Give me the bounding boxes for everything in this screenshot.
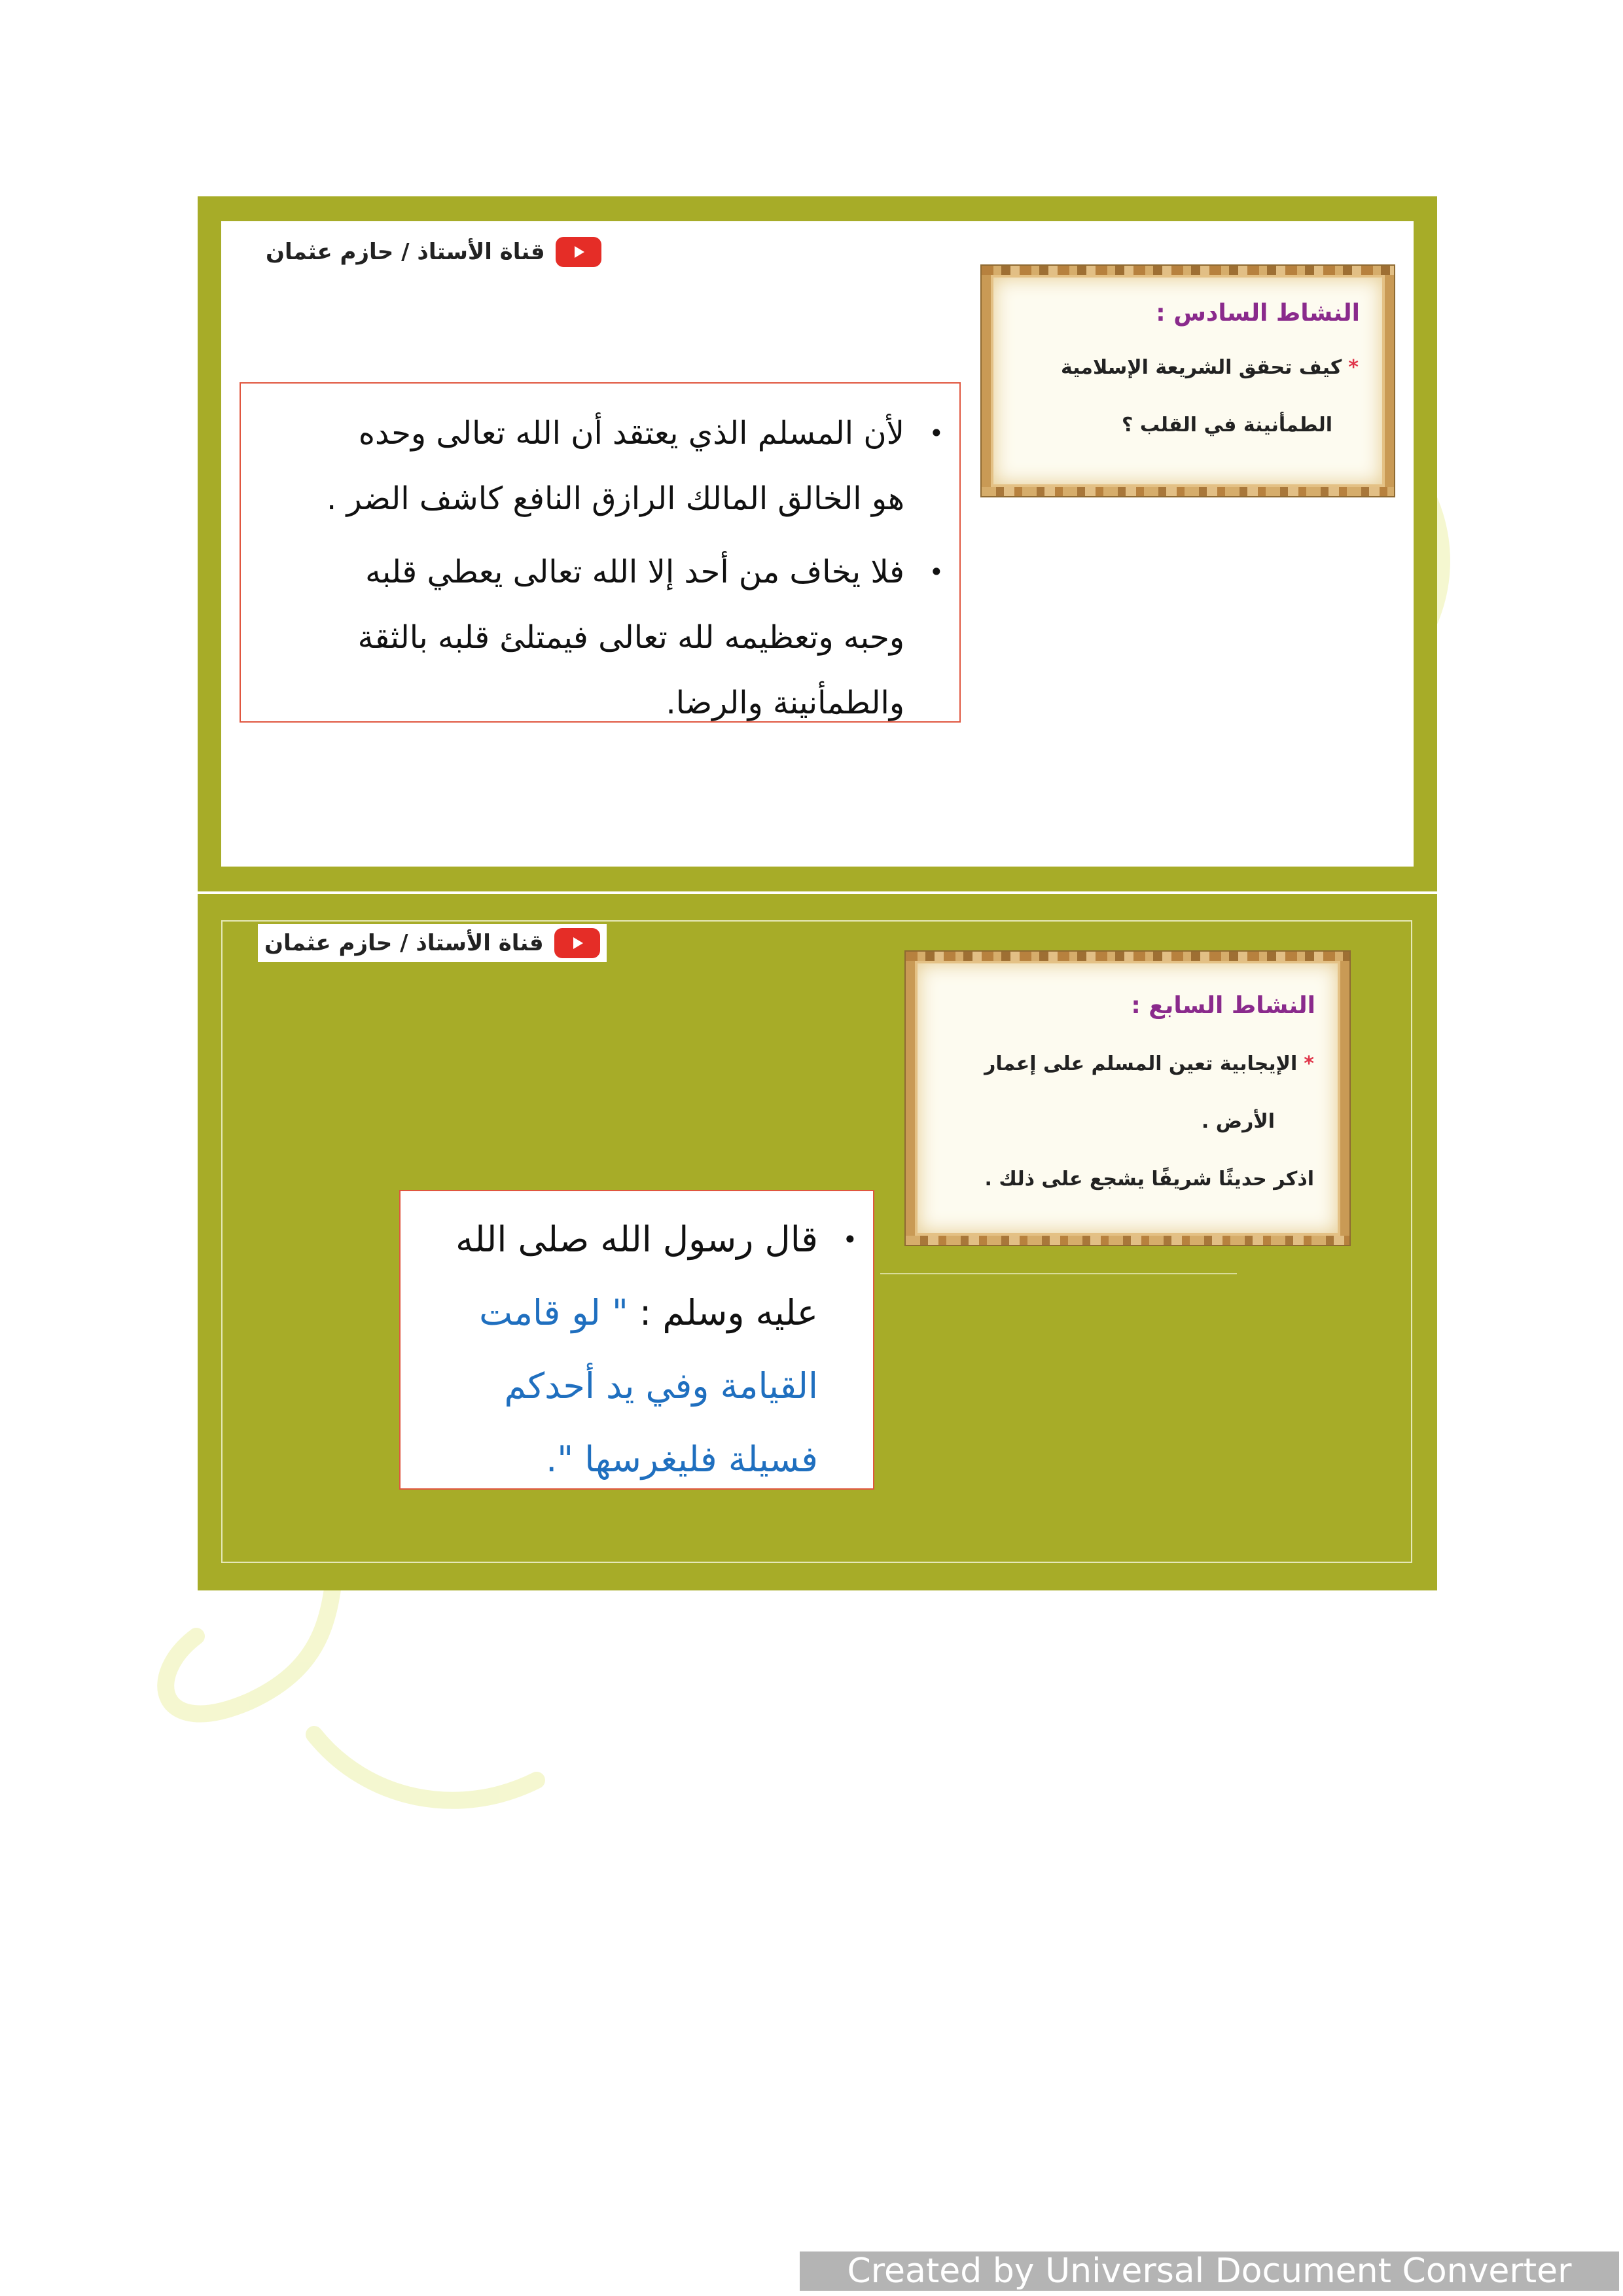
answer-item: [260, 401, 944, 539]
star-icon: *: [1348, 356, 1359, 379]
star-icon: *: [1304, 1052, 1314, 1075]
activity-card: [982, 266, 1394, 496]
answer-box: [240, 382, 961, 723]
activity-question-line: *الإيجابية تعين المسلم على إعمار: [984, 1052, 1314, 1075]
answer-line: لأن المسلم الذي يعتقد أن الله تعالى وحده: [358, 415, 904, 452]
channel-label: قناة الأستاذ / حازم عثمان: [264, 930, 544, 956]
channel-badge[interactable]: [258, 924, 607, 962]
activity-question-line: الطمأنينة في القلب ؟: [1122, 414, 1332, 437]
answer-line: عليه وسلم : " لو قامت: [479, 1292, 818, 1333]
answer-line: هو الخالق المالك الرازق النافع كاشف الضر .: [326, 480, 904, 517]
youtube-play-icon: [554, 928, 600, 958]
hadith-quote: " لو قامت: [479, 1292, 628, 1333]
activity-question-line: اذكر حديثًا شريفًا يشجع على ذلك .: [984, 1168, 1314, 1191]
answer-line: فلا يخاف من أحد إلا الله تعالى يعطي قلبه: [365, 554, 904, 590]
slide-activity-six: [198, 196, 1437, 891]
channel-badge[interactable]: [259, 233, 608, 271]
answer-box: [399, 1190, 874, 1490]
hadith-quote: القيامة وفي يد أحدكم: [504, 1365, 818, 1407]
activity-question-line: الأرض .: [1201, 1110, 1275, 1133]
slide-white-panel: [221, 221, 1414, 867]
answer-list: [414, 1203, 857, 1496]
answer-line: قال رسول الله صلى الله: [455, 1219, 818, 1260]
activity-question-line: *كيف تحقق الشريعة الإسلامية: [1060, 356, 1359, 379]
channel-label: قناة الأستاذ / حازم عثمان: [266, 239, 545, 265]
bullet: •: [929, 558, 944, 586]
answer-line: وحبه وتعظيمه لله تعالى فيمتلئ قلبه بالثقة: [357, 619, 904, 656]
activity-title: النشاط السادس :: [1156, 300, 1360, 327]
converter-watermark: Created by Universal Document Converter: [800, 2251, 1619, 2291]
slide-activity-seven: [198, 894, 1437, 1590]
activity-card: [906, 952, 1349, 1245]
divider-line: [880, 1273, 1237, 1274]
bullet: •: [842, 1225, 857, 1254]
activity-title: النشاط السابع :: [1131, 992, 1315, 1019]
hadith-quote: فسيلة فليغرسها ".: [546, 1439, 818, 1480]
answer-item: [414, 1203, 857, 1496]
answer-item: [260, 539, 944, 736]
youtube-play-icon: [556, 237, 601, 267]
answer-line: والطمأنينة والرضا.: [666, 685, 904, 721]
answer-list: [260, 401, 944, 736]
bullet: •: [929, 419, 944, 448]
